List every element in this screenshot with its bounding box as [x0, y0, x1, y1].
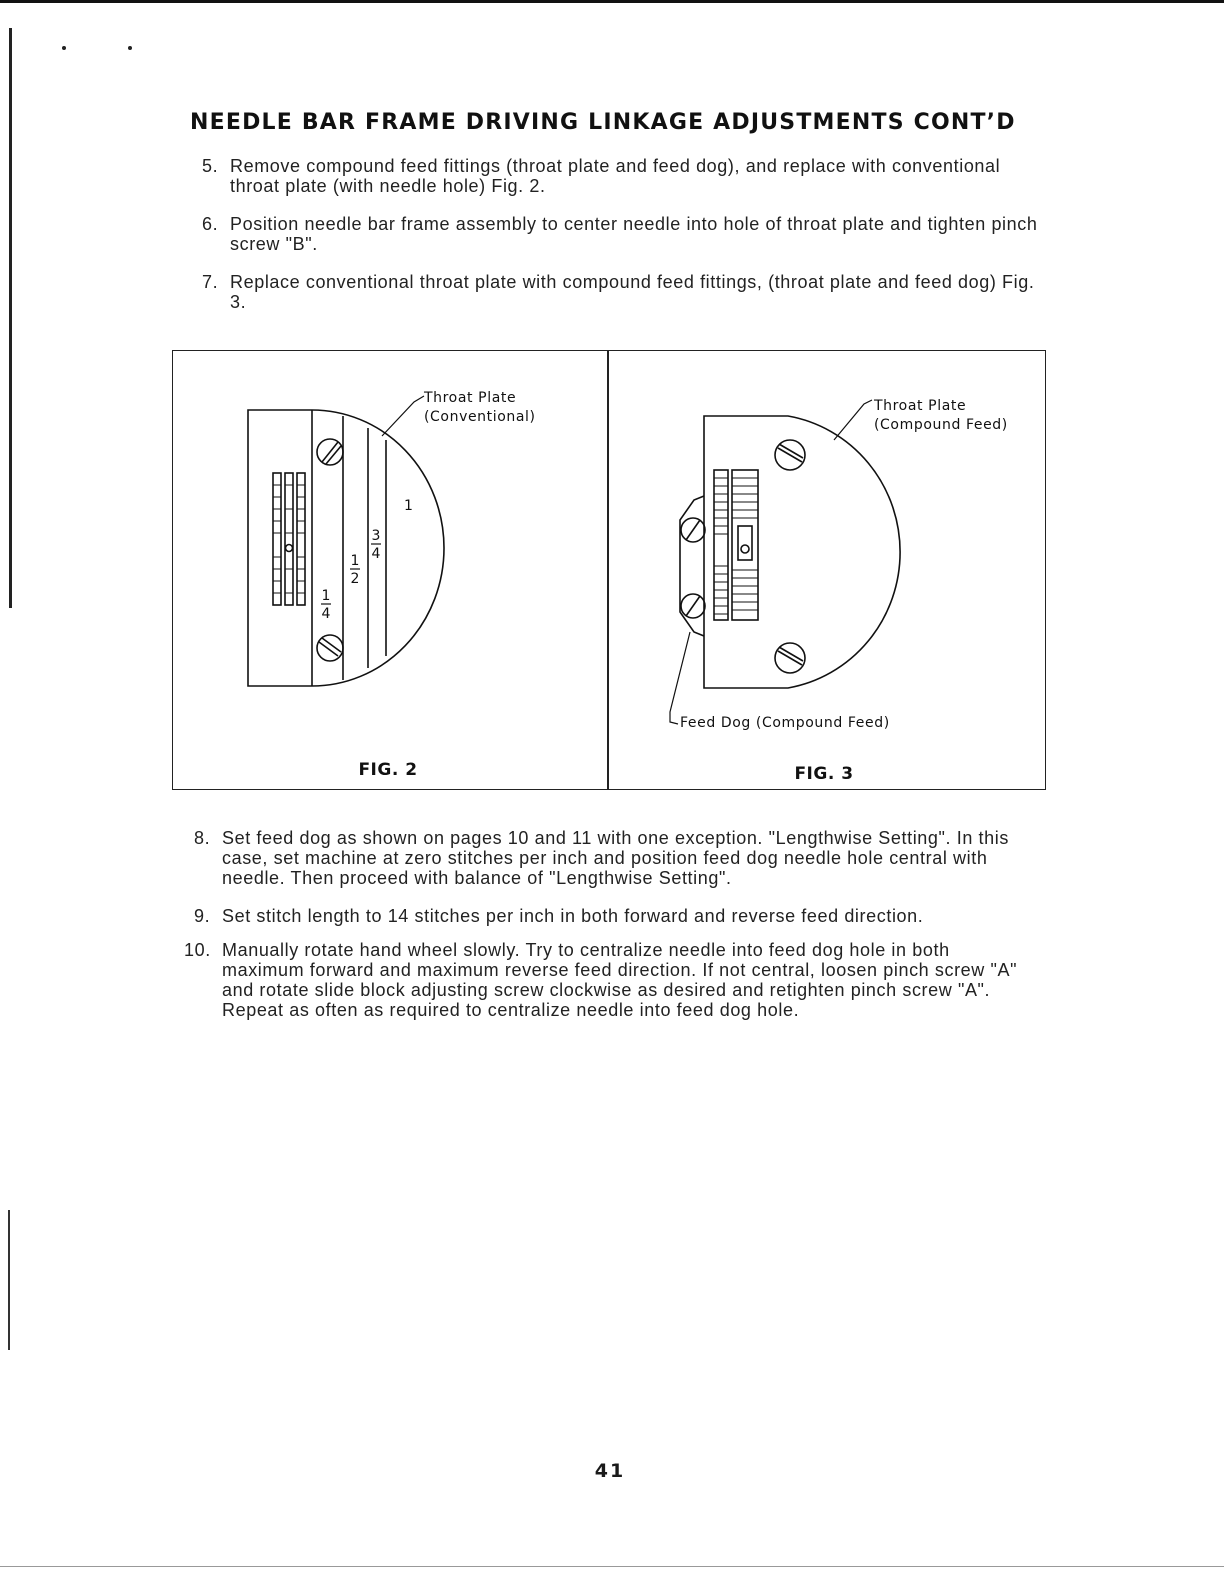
fig3-feed-dog-label: Feed Dog (Compound Feed) — [680, 715, 890, 731]
step-text: Set feed dog as shown on pages 10 and 11 with one exception. "Lengthwise Setting". In this case, set machine at zero stitches per inch and position feed dog needle hole central with needle. Then proceed with balance of "Lengthwise Setting". — [222, 828, 1009, 888]
page-title: NEEDLE BAR FRAME DRIVING LINKAGE ADJUSTMENTS CONT’D — [190, 110, 1016, 135]
step-number: 5. — [202, 156, 219, 176]
step-7 — [202, 272, 1040, 312]
step-10 — [184, 940, 1032, 1020]
step-number: 6. — [202, 214, 219, 234]
step-text: Set stitch length to 14 stitches per inch in both forward and reverse feed direction. — [222, 906, 924, 926]
fig2-mark-3-4-num: 3 — [371, 528, 381, 544]
scan-edge-bottom — [0, 1566, 1224, 1567]
step-text: Replace conventional throat plate with compound feed fittings, (throat plate and feed dog) Fig. 3. — [230, 272, 1035, 312]
step-number: 8. — [194, 828, 211, 848]
scan-edge-left-lower — [8, 1210, 10, 1350]
scan-edge-left — [9, 28, 12, 608]
fig2-label-line1: Throat Plate — [424, 390, 517, 406]
step-text: Position needle bar frame assembly to center needle into hole of throat plate and tighten pinch screw "B". — [230, 214, 1038, 254]
step-9 — [194, 906, 1032, 926]
step-text: Remove compound feed fittings (throat plate and feed dog), and replace with conventional throat plate (with needle hole) Fig. 2. — [230, 156, 1001, 196]
fig2-mark-1-2-den: 2 — [350, 571, 360, 587]
fig2-mark-1-4-num: 1 — [321, 588, 331, 604]
step-text: Manually rotate hand wheel slowly. Try to centralize needle into feed dog hole in both maximum forward and maximum reverse feed direction. If not central, loosen pinch screw "A" and rotate slide block adjusting screw clockwise as desired and retighten pinch screw "A". Repeat as often as required to centralize needle into feed dog hole. — [222, 940, 1018, 1020]
step-number: 7. — [202, 272, 219, 292]
page-number: 41 — [594, 1460, 626, 1482]
fig3-label-line2: (Compound Feed) — [874, 417, 1008, 433]
fig2-mark-1-2-num: 1 — [350, 553, 360, 569]
step-number: 10. — [184, 940, 211, 960]
step-8 — [194, 828, 1032, 888]
fig2-caption: FIG. 2 — [358, 760, 418, 780]
fig2-throat-plate-diagram — [172, 350, 608, 790]
scan-edge-top — [0, 0, 1224, 3]
step-5 — [202, 156, 1040, 196]
fig2-mark-3-4-den: 4 — [371, 546, 381, 562]
fig3-caption: FIG. 3 — [794, 764, 854, 784]
fig2-mark-1-4-den: 4 — [321, 606, 331, 622]
step-6 — [202, 214, 1040, 254]
throat-plate-outline — [248, 410, 444, 686]
scan-speck — [62, 46, 66, 50]
fig2-mark-one: 1 — [404, 498, 413, 514]
fig3-label-line1: Throat Plate — [874, 398, 967, 414]
fig2-label-line2: (Conventional) — [424, 409, 536, 425]
fig3-throat-plate-diagram — [608, 350, 1046, 790]
screw-icon — [317, 635, 343, 661]
step-number: 9. — [194, 906, 211, 926]
scan-speck — [128, 46, 132, 50]
